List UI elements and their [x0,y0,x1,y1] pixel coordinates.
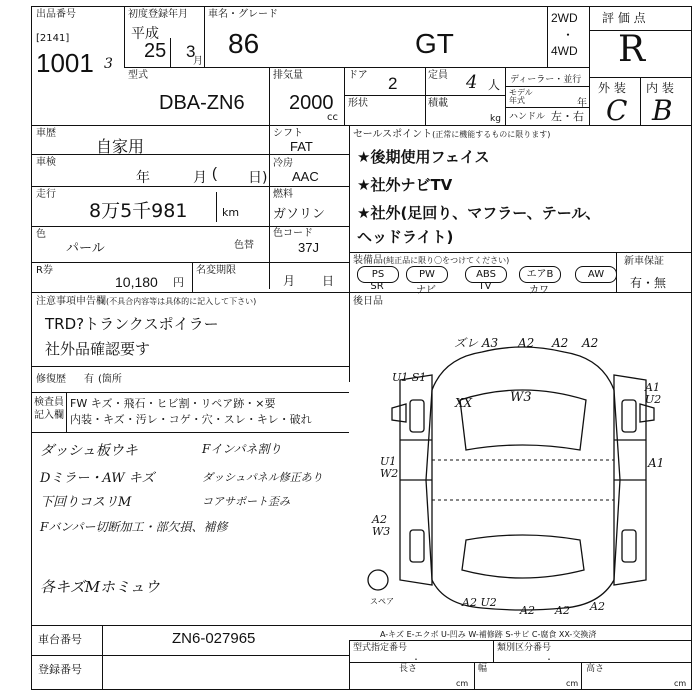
spare-label: スペア [370,597,394,606]
equipment-label [353,255,509,266]
hw-line-1b: Fインパネ割り [202,442,282,456]
damage-mark: A2 [590,600,605,613]
doors: 2 [388,74,398,93]
equip-aw: AW [575,266,617,283]
hw-line-3: 下回りコスリM [40,495,132,510]
reg-day-unit: 日 [322,274,335,288]
damage-mark: XX [455,396,473,410]
height-label: 高さ [586,664,605,674]
damage-mark: A2 [582,336,599,350]
lot-number: 1001 [36,48,94,78]
length-unit: cm [456,679,469,688]
notes-line-2: 社外品確認要す [45,340,151,358]
damage-mark: A1 [648,456,665,470]
repair-label: 修復歴 [36,374,66,385]
usage: 自家用 [96,137,145,156]
mileage-label: 走行 [36,189,56,200]
reg-year: 25 [144,40,167,62]
month-unit: 月 [193,56,203,67]
selling-point-3: ★社外(足回り、マフラー、テール、 [357,204,601,222]
notes-label [36,296,256,307]
drive-dot: ・ [562,28,575,42]
insp-open: ( [212,165,217,182]
hw-line-2b: ダッシュパネル修正あり [202,471,323,484]
model-year-label: モデル年式 [509,88,533,105]
recycle-label: R券 [36,265,53,276]
score: R [618,29,646,70]
grade: GT [415,28,454,59]
seats-label: 後日品 [353,296,383,307]
notes-line-1: TRD?トランクスポイラー [45,315,219,333]
reg-expiry-label: 名変期限 [196,265,236,276]
insp-month-unit: 月 [193,170,207,186]
handle-value: 左・右 [551,110,584,123]
capacity: 4 [466,72,478,93]
inspection-label: 車検 [36,157,56,168]
selling-title: セールスポイント [353,129,433,140]
model: DBA-ZN6 [159,92,245,114]
damage-mark: W3 [510,390,532,405]
aircon-label: 冷房 [273,158,293,169]
selling-note: (正常に機能するものに限ります) [432,130,551,139]
disp-unit: cc [327,112,338,123]
class-number-label: 類別区分番号 [497,643,552,653]
displacement: 2000 [289,92,334,114]
equip-sr: SR [370,281,384,292]
color-code: 37J [298,240,319,255]
damage-mark: A2 W3 [372,513,391,538]
selling-point-2: ★社外ナビTV [357,176,453,194]
era: 平成 [131,25,159,41]
int-score: B [652,94,673,127]
shift-label: シフト [273,128,303,139]
door-label: ドア [348,70,368,81]
inspector-label-1: 検査員 [34,397,64,408]
usage-label: 車歴 [36,128,56,139]
color: パール [66,241,105,256]
model-label: 型式 [128,70,148,81]
selling-point-4: ヘッドライト) [357,228,454,246]
mileage-unit: km [222,206,240,219]
reg-month-unit: 月 [283,274,296,288]
hw-line-2: Dミラー・AW キズ [40,471,155,486]
car-name-label: 車名・グレード [208,9,278,20]
handle-label: ハンドル [509,112,546,122]
hw-line-3b: コアサポート歪み [202,495,290,508]
aircon: AAC [292,169,319,184]
reg-month: 3 [186,42,196,61]
equip-navi: ナビ [416,285,436,296]
length-label: 長さ [399,664,418,674]
repair-place: (箇所 [98,374,122,385]
inspector-row-2: 内装・キズ・汚レ・コゲ・穴・スレ・キレ・破れ [70,413,312,426]
load-unit: kg [490,114,501,124]
hw-line-4: Fバンパー切断加工・部欠損、補修 [40,520,228,534]
equip-pw: PW [406,266,448,283]
selling-label [353,129,550,140]
color-label: 色 [36,229,46,240]
fuel: ガソリン [273,207,326,222]
color-change-label: 色替 [234,240,254,251]
mileage: 8万5千981 [89,200,188,222]
model-year-unit: 年 [577,98,587,109]
reg-number-label: 登録番号 [38,663,82,676]
damage-mark: A2 [518,336,535,350]
score-label: 評 価 点 [602,11,646,25]
ext-score: C [606,94,628,127]
reg-date-label: 初度登録年月 [128,9,188,20]
equipment-note: (純正品に限り〇をつけてください) [383,256,510,265]
notes-note: (不具合内容等は具体的に記入して下さい) [106,297,257,306]
shift: FAT [290,139,313,154]
shape-label: 形状 [348,98,368,109]
type-number-label: 型式指定番号 [353,643,408,653]
damage-legend: A-キズ E-エクボ U-凹み W-補修跡 S-サビ C-腐食 XX-交換済 [380,630,597,639]
lot-code: [2141] [36,33,70,44]
hw-line-5: 各キズMホミュウ [40,578,160,596]
damage-mark: A2 U2 [462,596,497,609]
type-dot: ・ [412,655,420,664]
int-label: 内 装 [646,81,674,95]
disp-label: 排気量 [273,70,303,81]
inspector-label-2: 記入欄 [34,410,64,421]
car-name: 86 [228,28,260,59]
notes-title: 注意事項申告欄 [36,296,106,307]
insp-day-unit: 日) [248,170,268,186]
capacity-label: 定員 [428,70,448,81]
load-label: 積載 [428,98,448,109]
fuel-label: 燃料 [273,189,293,200]
new-car-value: 有・無 [630,276,667,290]
selling-point-1: ★後期使用フェイス [357,148,490,166]
equip-ps: PS [357,266,399,283]
equip-airbag: エアB [519,266,561,283]
color-code-label: 色コード [273,228,313,239]
new-car-label: 新車保証 [624,256,664,267]
width-unit: cm [566,679,579,688]
class-dot: ・ [545,655,553,664]
ext-label: 外 装 [598,81,626,95]
lot-mark: 3 [104,56,113,72]
drive-2wd: 2WD [551,11,578,25]
hw-line-1: ダッシュ板ウキ [40,443,138,459]
dealer-label: ディーラー・並行 [510,75,582,85]
damage-mark: U1 S1 [392,371,427,384]
insp-year-unit: 年 [136,170,150,186]
equip-abs: ABS [465,266,507,283]
damage-mark: A2 [520,604,535,617]
lot-label: 出品番号 [36,9,76,20]
damage-mark: A1 U2 [645,381,662,406]
width-label: 幅 [478,664,488,674]
recycle-unit: 円 [173,276,184,289]
repair-value: 有 [84,374,94,385]
damage-mark: A2 [552,336,569,350]
chassis-number: ZN6-027965 [172,630,256,647]
inspector-row-1: FW キズ・飛石・ヒビ割・リペア跡・×要 [70,397,276,410]
height-unit: cm [674,679,687,688]
damage-mark: U1 W2 [380,455,399,480]
chassis-label: 車台番号 [38,633,82,646]
damage-mark: A2 [555,604,570,617]
damage-mark: ズレ A3 [454,336,499,350]
equip-tv: TV [478,281,492,292]
drive-4wd: 4WD [551,44,578,58]
equipment-title: 装備品 [353,255,383,266]
recycle-amount: 10,180 [115,274,158,290]
capacity-unit: 人 [488,78,501,92]
equip-leather: カワ [529,285,549,296]
